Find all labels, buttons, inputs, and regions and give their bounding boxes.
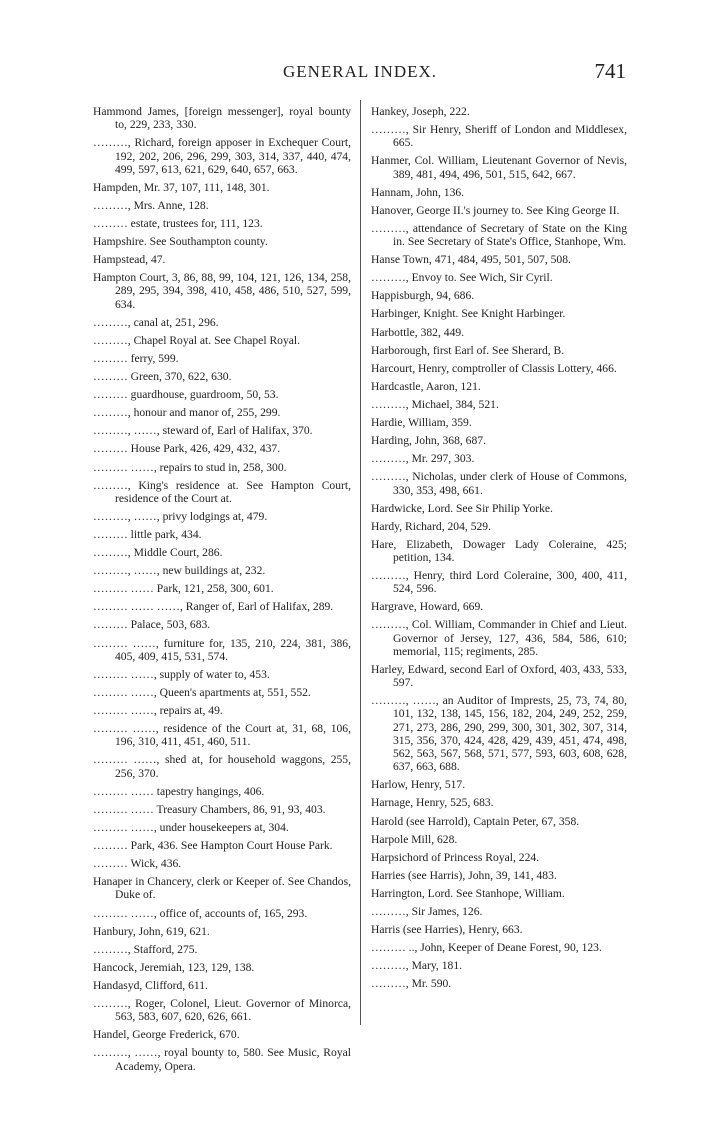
index-entry: ……… …… Treasury Chambers, 86, 91, 93, 403.: [93, 802, 326, 816]
index-entry: Hampton Court, 3, 86, 88, 99, 104, 121, 126, 134, 258, 289, 295, 394, 398, 410, 458, 486, 510, 527, 599, 634.: [93, 271, 351, 311]
index-entry: ………, Michael, 384, 521.: [371, 397, 499, 411]
index-entry: ………, Roger, Colonel, Lieut. Governor of Minorca, 563, 583, 607, 620, 626, 661.: [93, 996, 351, 1024]
index-entry: ……… .., John, Keeper of Deane Forest, 90, 123.: [371, 941, 602, 955]
index-entry: Hardwicke, Lord. See Sir Philip Yorke.: [371, 501, 553, 515]
index-entry: Handasyd, Clifford, 611.: [93, 978, 208, 992]
index-entry: Hampden, Mr. 37, 107, 111, 148, 301.: [93, 180, 270, 194]
index-entry: ……… ferry, 599.: [93, 351, 179, 365]
index-entry: Harlow, Henry, 517.: [371, 778, 466, 792]
index-entry: ……… House Park, 426, 429, 432, 437.: [93, 442, 281, 456]
index-entry: ………, Mrs. Anne, 128.: [93, 198, 209, 212]
index-entry: ……… Wick, 436.: [93, 857, 182, 871]
index-entry: ……… estate, trustees for, 111, 123.: [93, 216, 263, 230]
index-entry: ……… ……, Queen's apartments at, 551, 552.: [93, 685, 311, 699]
index-entry: ……… …… ……, Ranger of, Earl of Halifax, 289.: [93, 600, 334, 614]
index-entry: Harpole Mill, 628.: [371, 832, 458, 846]
right-index-column: [371, 105, 627, 996]
index-entry: ………, attendance of Secretary of State on the King in. See Secretary of State's Office, Stanhope, Wm.: [371, 221, 627, 249]
index-entry: Happisburgh, 94, 686.: [371, 289, 475, 303]
index-entry: ………, Richard, foreign apposer in Exchequer Court, 192, 202, 206, 296, 299, 303, 314, 337, 440, 474, 499, 597, 613, 621, 629, 640, 657, 663.: [93, 136, 351, 176]
index-entry: ………, ……, royal bounty to, 580. See Music, Royal Academy, Opera.: [93, 1046, 351, 1073]
index-entry: Hare, Elizabeth, Dowager Lady Coleraine, 425; petition, 134.: [371, 537, 627, 564]
index-entry: ………, Col. William, Commander in Chief and Lieut. Governor of Jersey, 127, 436, 584, 586, 610; memorial, 115; regiments, 285.: [371, 618, 627, 658]
index-entry: ……… ……, furniture for, 135, 210, 224, 381, 386, 405, 409, 415, 531, 574.: [93, 636, 351, 663]
index-entry: ……… ……, repairs at, 49.: [93, 704, 223, 718]
index-entry: ……… ……, office of, accounts of, 165, 293.: [93, 906, 308, 920]
index-entry: ………, Mr. 590.: [371, 977, 452, 991]
index-entry: Harbinger, Knight. See Knight Harbinger.: [371, 307, 566, 321]
index-entry: Hammond James, [foreign messenger], royal bounty to, 229, 233, 330.: [93, 105, 351, 132]
index-entry: Harley, Edward, second Earl of Oxford, 403, 433, 533, 597.: [371, 662, 627, 690]
index-entry: ……… Palace, 503, 683.: [93, 618, 211, 632]
index-entry: ……… …… Park, 121, 258, 300, 601.: [93, 582, 274, 596]
index-entry: Harrington, Lord. See Stanhope, William.: [371, 886, 565, 900]
index-entry: ………, King's residence at. See Hampton Court, residence of the Court at.: [93, 478, 351, 505]
index-entry: ……… …… tapestry hangings, 406.: [93, 784, 265, 798]
index-entry: Harris (see Harries), Henry, 663.: [371, 923, 523, 937]
index-entry: Hampstead, 47.: [93, 253, 166, 267]
index-entry: Hanaper in Chancery, clerk or Keeper of. See Chandos, Duke of.: [93, 875, 351, 902]
index-entry: Hampshire. See Southampton county.: [93, 235, 268, 249]
left-index-column: [93, 105, 351, 1078]
page-title: GENERAL INDEX.: [282, 62, 438, 81]
index-entry: ………, canal at, 251, 296.: [93, 315, 219, 329]
page-header: [0, 59, 720, 86]
index-entry: Harborough, first Earl of. See Sherard, B.: [371, 343, 565, 357]
index-entry: ………, ……, an Auditor of Imprests, 25, 73, 74, 80, 101, 132, 138, 145, 156, 182, 204, 249, 252, 259, 271, 273, 286, 290, 299, 300, 301, 302, 307, 314, 315, 356, 370, 424, 428, 429, 439, 451, 474, 498, 562, 563, 567, 568, 571, 577, 593, 603, 608, 628, 637, 663, 688.: [371, 694, 627, 774]
index-entry: ……… guardhouse, guardroom, 50, 53.: [93, 388, 279, 402]
index-entry: Hanse Town, 471, 484, 495, 501, 507, 508.: [371, 253, 571, 267]
index-entry: ……… Park, 436. See Hampton Court House Park.: [93, 839, 333, 853]
index-entry: Hankey, Joseph, 222.: [371, 105, 470, 118]
index-entry: Harding, John, 368, 687.: [371, 434, 486, 448]
index-entry: ……… Green, 370, 622, 630.: [93, 370, 232, 384]
index-entry: Hardie, William, 359.: [371, 416, 472, 430]
index-entry: ………, ……, steward of, Earl of Halifax, 370.: [93, 424, 313, 438]
index-entry: ……… little park, 434.: [93, 528, 202, 541]
index-entry: Hargrave, Howard, 669.: [371, 600, 484, 614]
index-entry: Hancock, Jeremiah, 123, 129, 138.: [93, 960, 255, 974]
index-entry: Hanmer, Col. William, Lieutenant Governor of Nevis, 389, 481, 494, 496, 501, 515, 642, 667.: [371, 154, 627, 181]
index-entry: Hannam, John, 136.: [371, 185, 465, 199]
index-entry: ……… ……, shed at, for household waggons, 255, 256, 370.: [93, 753, 351, 780]
index-entry: ………, honour and manor of, 255, 299.: [93, 406, 281, 420]
index-entry: ………, ……, new buildings at, 232.: [93, 564, 266, 578]
index-entry: ………, Chapel Royal at. See Chapel Royal.: [93, 333, 301, 347]
index-entry: Harnage, Henry, 525, 683.: [371, 796, 494, 810]
index-entry: ………, ……, privy lodgings at, 479.: [93, 509, 268, 523]
index-entry: Harold (see Harrold), Captain Peter, 67, 358.: [371, 814, 580, 828]
page-number: 741: [594, 59, 626, 83]
index-entry: ……… ……, supply of water to, 453.: [93, 667, 270, 681]
index-entry: ………, Sir James, 126.: [371, 905, 483, 919]
index-entry: ………, Mr. 297, 303.: [371, 452, 475, 466]
index-entry: Handel, George Frederick, 670.: [93, 1028, 240, 1042]
index-entry: Hanover, George II.'s journey to. See King George II.: [371, 203, 620, 217]
index-entry: ………, Mary, 181.: [371, 959, 463, 973]
index-entry: ………, Nicholas, under clerk of House of Commons, 330, 353, 498, 661.: [371, 470, 627, 497]
index-entry: Hardcastle, Aaron, 121.: [371, 379, 481, 393]
index-entry: Hardy, Richard, 204, 529.: [371, 519, 491, 533]
index-entry: ……… ……, under housekeepers at, 304.: [93, 820, 289, 834]
index-entry: ………, Envoy to. See Wich, Sir Cyril.: [371, 271, 553, 285]
index-entry: ………, Henry, third Lord Coleraine, 300, 400, 411, 524, 596.: [371, 569, 627, 596]
column-divider: [360, 100, 361, 1025]
index-entry: ………, Middle Court, 286.: [93, 546, 223, 560]
index-entry: Harbottle, 382, 449.: [371, 325, 465, 339]
index-entry: Hanbury, John, 619, 621.: [93, 924, 210, 938]
index-entry: ………, Sir Henry, Sheriff of London and Middlesex, 665.: [371, 123, 627, 150]
index-entry: ……… ……, repairs to stud in, 258, 300.: [93, 460, 287, 474]
index-entry: ……… ……, residence of the Court at, 31, 68, 106, 196, 310, 411, 451, 460, 511.: [93, 722, 351, 749]
index-entry: ………, Stafford, 275.: [93, 942, 198, 956]
index-entry: Harpsichord of Princess Royal, 224.: [371, 850, 540, 864]
index-entry: Harcourt, Henry, comptroller of Classis Lottery, 466.: [371, 361, 617, 375]
index-entry: Harries (see Harris), John, 39, 141, 483.: [371, 868, 557, 882]
